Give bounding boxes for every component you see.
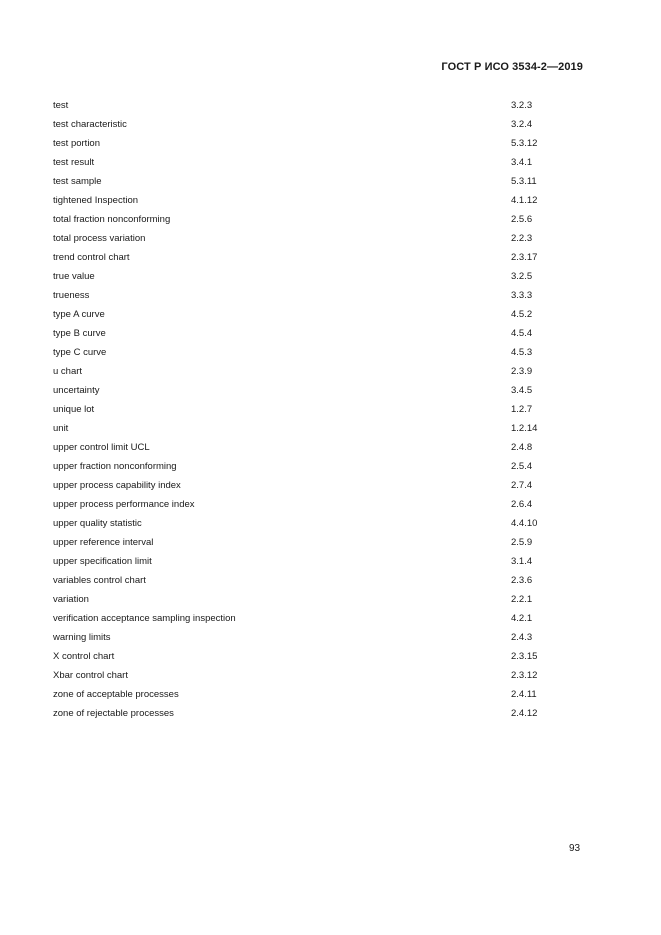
index-entry <box>53 514 553 533</box>
index-entry <box>53 533 553 552</box>
index-term: verification acceptance sampling inspection <box>53 613 236 624</box>
index-reference: 3.2.4 <box>511 119 533 130</box>
index-reference: 3.2.3 <box>511 100 533 111</box>
index-reference: 4.5.4 <box>511 328 533 339</box>
index-term: total fraction nonconforming <box>53 214 171 225</box>
index-entry <box>53 419 553 438</box>
index-reference: 2.4.3 <box>511 632 533 643</box>
index-reference: 4.2.1 <box>511 613 533 624</box>
index-term: upper reference interval <box>53 537 154 548</box>
index-term: test <box>53 100 69 111</box>
index-reference: 4.4.10 <box>511 518 538 529</box>
index-reference: 3.1.4 <box>511 556 533 567</box>
index-term: upper specification limit <box>53 556 152 567</box>
index-reference: 3.2.5 <box>511 271 533 282</box>
index-entry <box>53 647 553 666</box>
index-entry <box>53 286 553 305</box>
index-reference: 2.4.12 <box>511 708 538 719</box>
index-entry <box>53 609 553 628</box>
index-term: type B curve <box>53 328 106 339</box>
index-reference: 5.3.12 <box>511 138 538 149</box>
index-entry <box>53 552 553 571</box>
index-term: upper fraction nonconforming <box>53 461 177 472</box>
index-term: upper quality statistic <box>53 518 142 529</box>
index-term: variation <box>53 594 89 605</box>
index-entry <box>53 248 553 267</box>
index-entry <box>53 210 553 229</box>
index-entry <box>53 305 553 324</box>
index-term: warning limits <box>53 632 111 643</box>
index-term: test portion <box>53 138 100 149</box>
index-term: zone of acceptable processes <box>53 689 179 700</box>
index-term: unique lot <box>53 404 95 415</box>
index-entry <box>53 590 553 609</box>
index-entry <box>53 324 553 343</box>
index-reference: 2.5.6 <box>511 214 533 225</box>
index-term: upper process capability index <box>53 480 181 491</box>
index-term: uncertainty <box>53 385 100 396</box>
index-term: zone of rejectable processes <box>53 708 174 719</box>
index-term: upper process performance index <box>53 499 195 510</box>
index-entry <box>53 666 553 685</box>
index-term: unit <box>53 423 69 434</box>
index-reference: 5.3.11 <box>511 176 537 187</box>
index-entry <box>53 115 553 134</box>
index-reference: 2.3.17 <box>511 252 538 263</box>
index-entry <box>53 229 553 248</box>
page-number: 93 <box>569 843 581 854</box>
index-entry <box>53 571 553 590</box>
index-term: test result <box>53 157 95 168</box>
index-reference: 3.4.5 <box>511 385 533 396</box>
index-reference: 2.6.4 <box>511 499 533 510</box>
index-entry <box>53 134 553 153</box>
index-entry <box>53 172 553 191</box>
index-reference: 3.4.1 <box>511 157 533 168</box>
index-reference: 4.1.12 <box>511 195 538 206</box>
index-term: variables control chart <box>53 575 146 586</box>
index-term: test sample <box>53 176 102 187</box>
index-entry <box>53 704 553 723</box>
index-term: trueness <box>53 290 90 301</box>
index-reference: 4.5.3 <box>511 347 533 358</box>
index-entry <box>53 685 553 704</box>
index-entry <box>53 438 553 457</box>
index-term: X control chart <box>53 651 115 662</box>
index-reference: 1.2.14 <box>511 423 538 434</box>
index-term: test characteristic <box>53 119 127 130</box>
index-reference: 2.3.9 <box>511 366 533 377</box>
index-entry <box>53 362 553 381</box>
index-reference: 2.4.11 <box>511 689 537 700</box>
index-reference: 2.5.9 <box>511 537 533 548</box>
index-term: true value <box>53 271 95 282</box>
index-reference: 2.2.3 <box>511 233 533 244</box>
index-entry <box>53 191 553 210</box>
index-term: u chart <box>53 366 83 377</box>
index-reference: 2.5.4 <box>511 461 533 472</box>
index-entry <box>53 153 553 172</box>
index-entry <box>53 381 553 400</box>
index-reference: 2.7.4 <box>511 480 533 491</box>
index-entry <box>53 457 553 476</box>
index-term: Xbar control chart <box>53 670 128 681</box>
index-entry <box>53 96 553 115</box>
index-term: type C curve <box>53 347 107 358</box>
index-reference: 2.2.1 <box>511 594 533 605</box>
index-term: trend control chart <box>53 252 130 263</box>
index-reference: 2.3.6 <box>511 575 533 586</box>
index-entry <box>53 267 553 286</box>
index-reference: 4.5.2 <box>511 309 533 320</box>
index-reference: 2.3.12 <box>511 670 538 681</box>
index-entry <box>53 400 553 419</box>
index-reference: 2.4.8 <box>511 442 533 453</box>
index-entry <box>53 628 553 647</box>
index-reference: 1.2.7 <box>511 404 533 415</box>
alphabetical-index <box>53 96 553 723</box>
index-entry <box>53 495 553 514</box>
document-header: ГОСТ Р ИСО 3534-2—2019 <box>441 61 583 73</box>
index-term: tightened Inspection <box>53 195 139 206</box>
index-entry <box>53 343 553 362</box>
index-term: total process variation <box>53 233 146 244</box>
index-reference: 2.3.15 <box>511 651 538 662</box>
index-entry <box>53 476 553 495</box>
index-term: type A curve <box>53 309 105 320</box>
index-reference: 3.3.3 <box>511 290 533 301</box>
index-term: upper control limit UCL <box>53 442 150 453</box>
